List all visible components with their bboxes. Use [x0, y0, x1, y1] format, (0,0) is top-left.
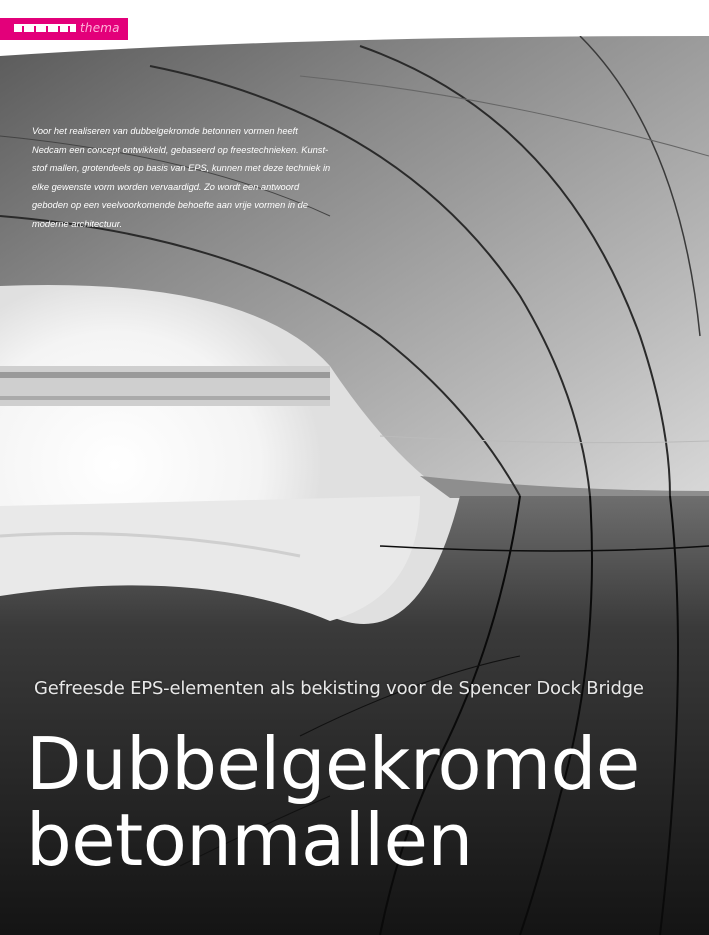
section-label: thema [80, 21, 120, 35]
cement-logo-icon [14, 22, 76, 34]
intro-line: geboden op een veelvoorkomende behoefte aan vrije vormen in de [32, 200, 309, 211]
title-line: betonmallen [26, 798, 473, 882]
title-line: Dubbelgekromde [26, 722, 640, 806]
intro-paragraph [32, 122, 377, 234]
article-subtitle: Gefreesde EPS-elementen als bekisting voor de Spencer Dock Bridge [34, 678, 644, 699]
intro-line: stof mallen, grotendeels op basis van EPS, kunnen met deze techniek in [32, 163, 331, 174]
intro-line: moderne architectuur. [32, 218, 123, 229]
intro-line: Nedcam een concept ontwikkeld, gebaseerd op freestechnieken. Kunst- [32, 144, 329, 155]
article-title [26, 722, 706, 882]
section-tab [0, 18, 128, 40]
intro-line: elke gewenste vorm worden vervaardigd. Zo wordt een antwoord [32, 181, 300, 192]
intro-line: Voor het realiseren van dubbelgekromde betonnen vormen heeft [32, 126, 298, 136]
